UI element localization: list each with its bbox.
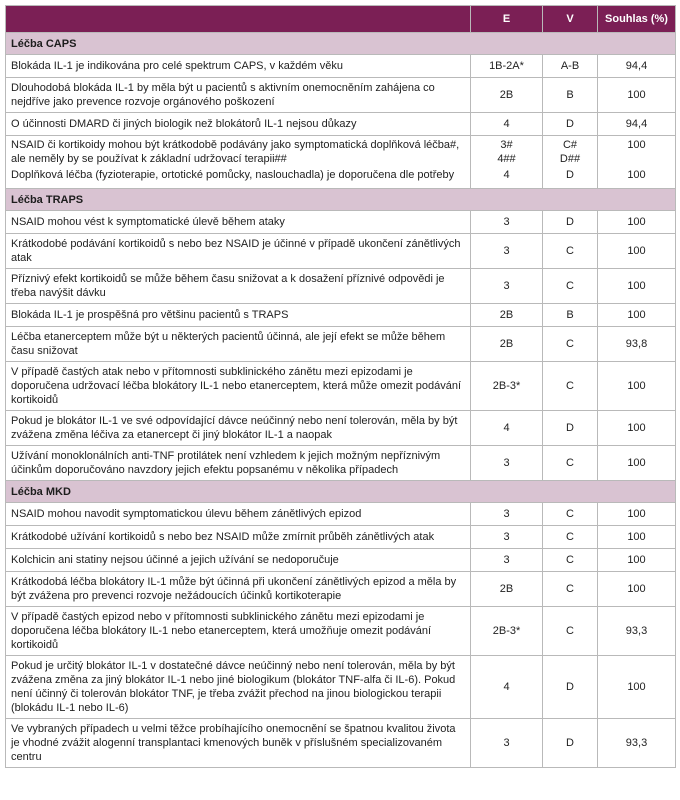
agreement-value: 100 (627, 139, 646, 151)
strength-cell: C (543, 362, 598, 411)
evidence-cell: 1B-2A* (471, 55, 543, 78)
strength-cell: D (543, 411, 598, 446)
agreement-cell: 100 (598, 78, 676, 113)
table-row (6, 572, 676, 607)
section-title: Léčba CAPS (6, 33, 676, 55)
table-row (6, 362, 676, 411)
table-row (6, 304, 676, 327)
statement-nsaid-kortikoidy: NSAID či kortikoidy mohou být krátkodobě podávány jako symptomatická doplňková léčba#, ale neměly by se používat k základní udržovací terapii## (11, 139, 460, 165)
strength-value: C# (562, 139, 578, 151)
strength-cell: C (543, 234, 598, 269)
agreement-cell: 100 (598, 362, 676, 411)
statement-cell: NSAID mohou vést k symptomatické úlevě během ataky (6, 211, 471, 234)
statement-cell: Léčba etanerceptem může být u některých pacientů účinná, ale její efekt se může během času snižovat (6, 327, 471, 362)
table-row (6, 503, 676, 526)
statement-cell: Krátkodobé užívání kortikoidů s nebo bez NSAID může zmírnit průběh zánětlivých atak (6, 526, 471, 549)
section-title: Léčba MKD (6, 481, 676, 503)
strength-cell: C (543, 572, 598, 607)
evidence-cell: 2B (471, 572, 543, 607)
strength-cell: D (543, 656, 598, 719)
strength-cell: C (543, 607, 598, 656)
agreement-cell: 100 (598, 411, 676, 446)
statement-cell: V případě častých epizod nebo v přítomnosti subklinického zánětu mezi epizodami je doporučena léčba blokátory IL-1 nebo etanerceptem, která umožňuje omezit podávání kortikoidů (6, 607, 471, 656)
statement-cell-split (6, 136, 471, 189)
statement-cell: Blokáda IL-1 je prospěšná pro většinu pacientů s TRAPS (6, 304, 471, 327)
agreement-cell: 100 (598, 526, 676, 549)
statement-cell: Ve vybraných případech u velmi těžce probíhajícího onemocnění se špatnou kvalitou života je vhodné zvážit alogenní transplantaci kmenových buněk v příslušném specializovaném centru (6, 719, 471, 768)
table-row (6, 55, 676, 78)
evidence-cell: 3 (471, 549, 543, 572)
evidence-cell: 4 (471, 411, 543, 446)
statement-cell: Pokud je blokátor IL-1 ve své odpovídající dávce neúčinný nebo není tolerován, měla by být zvážena změna léčiva za etanercept či jiný blokátor IL-1 a naopak (6, 411, 471, 446)
agreement-cell: 100 (598, 572, 676, 607)
statement-cell: V případě častých atak nebo v přítomnosti subklinického zánětu mezi epizodami je doporučena udržovací léčba blokátory IL-1 nebo etanerceptem, která může omezit podávání kortikoidů (6, 362, 471, 411)
table-row (6, 78, 676, 113)
evidence-cell: 4 (471, 656, 543, 719)
evidence-cell: 3 (471, 269, 543, 304)
strength-cell: B (543, 78, 598, 113)
strength-cell-split (543, 136, 598, 189)
table-row (6, 526, 676, 549)
section-row-caps (6, 33, 676, 55)
header-agreement: Souhlas (%) (598, 6, 676, 33)
strength-cell: C (543, 327, 598, 362)
statement-cell: Krátkodobé podávání kortikoidů s nebo bez NSAID je účinné v případě ukončení zánětlivých atak (6, 234, 471, 269)
statement-cell: Pokud je určitý blokátor IL-1 v dostatečné dávce neúčinný nebo není tolerován, měla by být zvážena změna za jiný blokátor IL-1 nebo jiné biologikum (blokátor TNF-alfa či IL-6). Pokud není účinný či tolerován blokátor TNF, je třeba zvážit přechod na jinou biologickou terapii (blokádu IL-1 nebo IL-6) (6, 656, 471, 719)
agreement-cell: 100 (598, 549, 676, 572)
evidence-cell: 3 (471, 719, 543, 768)
table-row (6, 411, 676, 446)
agreement-cell: 100 (598, 656, 676, 719)
statement-cell: NSAID mohou navodit symptomatickou úlevu během zánětlivých epizod (6, 503, 471, 526)
agreement-cell: 93,3 (598, 719, 676, 768)
evidence-value: 4## (497, 153, 516, 165)
strength-cell: C (543, 446, 598, 481)
table-row (6, 327, 676, 362)
evidence-cell: 3 (471, 234, 543, 269)
evidence-cell: 3 (471, 526, 543, 549)
strength-cell: A-B (543, 55, 598, 78)
strength-cell: B (543, 304, 598, 327)
agreement-cell: 100 (598, 446, 676, 481)
agreement-cell: 100 (598, 304, 676, 327)
evidence-cell: 3 (471, 503, 543, 526)
evidence-cell: 3 (471, 446, 543, 481)
statement-cell: Dlouhodobá blokáda IL-1 by měla být u pacientů s aktivním onemocněním zahájena co nejdříve jako prevence rozvoje orgánového poškození (6, 78, 471, 113)
strength-cell: C (543, 549, 598, 572)
evidence-cell: 4 (471, 113, 543, 136)
section-row-mkd (6, 481, 676, 503)
agreement-cell: 93,3 (598, 607, 676, 656)
statement-cell: O účinnosti DMARD či jiných biologik než blokátorů IL-1 nejsou důkazy (6, 113, 471, 136)
agreement-cell-split (598, 136, 676, 189)
evidence-value: 3# (500, 139, 513, 151)
table-row (6, 211, 676, 234)
evidence-cell-split (471, 136, 543, 189)
evidence-value: 4 (503, 169, 510, 181)
table-row (6, 446, 676, 481)
table-row (6, 269, 676, 304)
table-row (6, 719, 676, 768)
evidence-cell: 2B (471, 78, 543, 113)
strength-value: D## (559, 153, 581, 165)
statement-doplnkova-lecba: Doplňková léčba (fyzioterapie, ortotické pomůcky, naslouchadla) je doporučena dle potřeby (11, 169, 455, 181)
statement-cell: Užívání monoklonálních anti-TNF protilátek není vzhledem k jejich možným nepříznivým účinkům doporučováno navzdory jejich efektu popsanému v několika případech (6, 446, 471, 481)
statement-cell: Kolchicin ani statiny nejsou účinné a jejich užívání se nedoporučuje (6, 549, 471, 572)
section-row-traps (6, 189, 676, 211)
evidence-cell: 2B-3* (471, 607, 543, 656)
header-blank-cell (6, 6, 471, 33)
statement-cell: Příznivý efekt kortikoidů se může během času snižovat a k dosažení příznivé odpovědi je třeba navýšit dávku (6, 269, 471, 304)
evidence-cell: 2B (471, 327, 543, 362)
table-row-split (6, 136, 676, 189)
agreement-value: 100 (627, 169, 646, 181)
strength-value: D (566, 169, 574, 181)
strength-cell: C (543, 526, 598, 549)
agreement-cell: 93,8 (598, 327, 676, 362)
agreement-cell: 100 (598, 234, 676, 269)
table-row (6, 607, 676, 656)
strength-cell: C (543, 503, 598, 526)
agreement-cell: 100 (598, 269, 676, 304)
recommendations-table (5, 5, 676, 768)
strength-cell: D (543, 719, 598, 768)
table-header-row (6, 6, 676, 33)
header-strength: V (543, 6, 598, 33)
table-row (6, 113, 676, 136)
agreement-cell: 100 (598, 211, 676, 234)
agreement-cell: 100 (598, 503, 676, 526)
statement-cell: Krátkodobá léčba blokátory IL-1 může být účinná při ukončení zánětlivých epizod a měla by být zvážena pro prevenci rozvoje nežádoucích účinků kortikoterapie (6, 572, 471, 607)
table-row (6, 234, 676, 269)
strength-cell: D (543, 113, 598, 136)
strength-cell: D (543, 211, 598, 234)
strength-cell: C (543, 269, 598, 304)
evidence-cell: 2B-3* (471, 362, 543, 411)
header-evidence: E (471, 6, 543, 33)
table-row (6, 549, 676, 572)
evidence-cell: 3 (471, 211, 543, 234)
section-title: Léčba TRAPS (6, 189, 676, 211)
agreement-cell: 94,4 (598, 113, 676, 136)
statement-cell: Blokáda IL-1 je indikována pro celé spektrum CAPS, v každém věku (6, 55, 471, 78)
table-row (6, 656, 676, 719)
evidence-cell: 2B (471, 304, 543, 327)
agreement-cell: 94,4 (598, 55, 676, 78)
